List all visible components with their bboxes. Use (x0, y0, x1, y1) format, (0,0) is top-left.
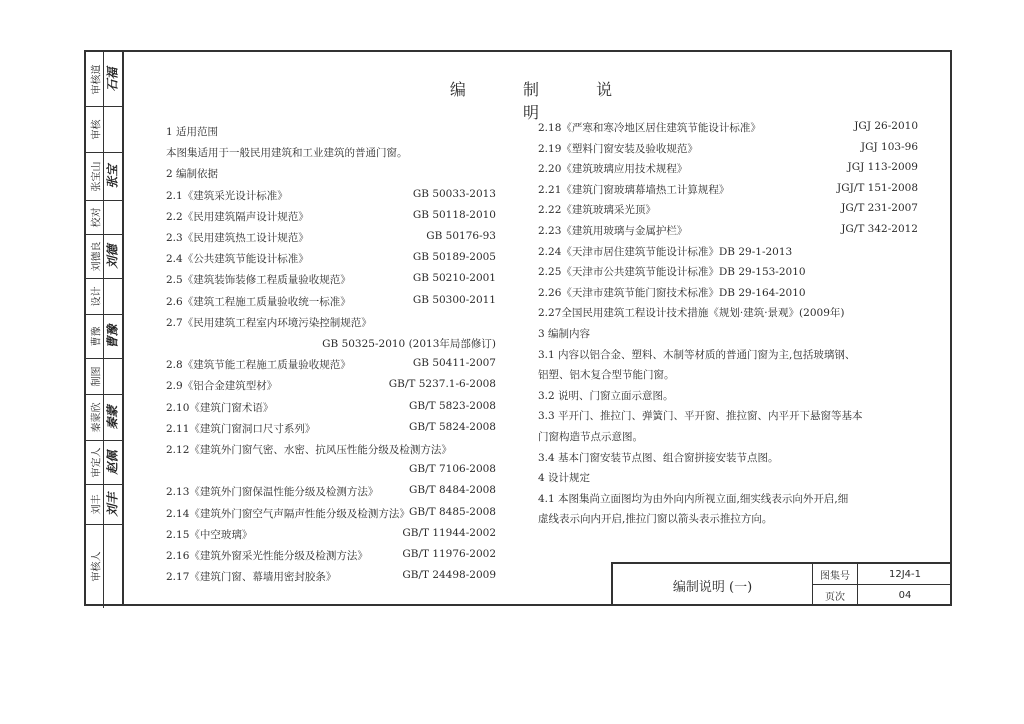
line-text: 2.1《建筑采光设计标准》 (166, 189, 288, 202)
line-text: 3.4 基本门窗安装节点图、组合窗拼接安装节点图。 (538, 451, 779, 464)
line-text: 3.3 平开门、推拉门、弹簧门、平开窗、推拉窗、内平开下悬窗等基本 (538, 410, 863, 423)
line-text: 虚线表示向内开启,推拉门窗以箭头表示推拉方向。 (538, 513, 773, 526)
line-text: 本图集适用于一般民用建筑和工业建筑的普通门窗。 (166, 147, 408, 160)
sidebar-label: 秦蒙欣 (91, 402, 103, 433)
text-line (166, 463, 496, 484)
text-line (538, 264, 918, 285)
sidebar-cell (86, 525, 122, 608)
line-text: 2.5《建筑装饰装修工程质量验收规范》 (166, 274, 351, 287)
standard-number: GB/T 5824-2008 (409, 420, 496, 433)
standard-number: GB/T 11944-2002 (402, 526, 496, 539)
standard-number: GB 50325-2010 (2013年局部修订) (322, 338, 496, 350)
text-line (538, 367, 918, 388)
sidebar-cell (86, 279, 122, 315)
title-block (611, 562, 952, 606)
line-text: 2.24《天津市居住建筑节能设计标准》DB 29-1-2013 (538, 245, 793, 258)
line-text: 2.22《建筑玻璃采光顶》 (538, 204, 656, 217)
text-line (538, 244, 918, 265)
standard-number: JGJ 113-2009 (847, 161, 918, 174)
standard-number: GB/T 11976-2002 (402, 548, 496, 560)
text-line (538, 223, 918, 244)
line-text: 2.17《建筑门窗、幕墙用密封胶条》 (166, 571, 337, 584)
line-text: 2.12《建筑外门窗气密、水密、抗风压性能分级及检测方法》 (166, 444, 452, 456)
standard-number: GB/T 5237.1-6-2008 (388, 378, 496, 391)
sidebar-signature: 赵佩 (105, 450, 120, 475)
line-text: 4.1 本图集尚立面图均为由外向内所视立面,细实线表示向外开启,细 (538, 492, 849, 505)
line-text: 2.10《建筑门窗术语》 (166, 401, 274, 414)
standard-number: GB/T 24498-2009 (402, 569, 496, 582)
standard-number: GB 50210-2001 (412, 272, 496, 285)
text-line (166, 230, 496, 251)
sidebar-label: 刘丰 (91, 494, 103, 515)
text-line (538, 491, 918, 512)
text-line (538, 141, 918, 162)
sidebar-signature: 石福 (105, 66, 120, 92)
text-line (538, 450, 918, 471)
line-text: 铝塑、铝木复合型节能门窗。 (538, 369, 675, 382)
text-line (166, 251, 496, 272)
line-text: 2.18《严寒和寒冷地区居住建筑节能设计标准》 (538, 122, 761, 134)
text-line (166, 272, 496, 293)
text-line (538, 347, 918, 368)
line-text: 2.14《建筑外门窗空气声隔声性能分级及检测方法》 (166, 507, 410, 520)
line-text: 4 设计规定 (538, 472, 591, 485)
text-line (538, 161, 918, 182)
line-text: 2.9《铝合金建筑型材》 (166, 380, 278, 393)
text-line (166, 188, 496, 209)
standard-number: JGJ 103-96 (860, 140, 918, 153)
text-line (538, 120, 918, 141)
line-text: 2.2《民用建筑隔声设计规范》 (166, 210, 309, 223)
text-line (166, 569, 496, 590)
sidebar-label: 制图 (91, 366, 103, 387)
line-text: 2.13《建筑外门窗保温性能分级及检测方法》 (166, 486, 379, 499)
sidebar-signature: 刘丰 (105, 492, 120, 517)
line-text: 1 适用范围 (166, 126, 219, 138)
text-line (538, 388, 918, 409)
atlas-number-value: 12J4-1 (858, 564, 952, 585)
text-line (166, 315, 496, 336)
line-text: 2.7《民用建筑工程室内环境污染控制规范》 (166, 316, 372, 329)
text-line (166, 484, 496, 505)
line-text: 2.26《天津市建筑节能门窗技术标准》DB 29-164-2010 (538, 286, 806, 299)
text-line (166, 336, 496, 357)
drawing-sheet (84, 50, 952, 606)
line-text: 2.3《民用建筑热工设计规范》 (166, 232, 309, 244)
standard-number: JGJ 26-2010 (854, 120, 918, 132)
standard-number: GB/T 8484-2008 (409, 484, 496, 497)
line-text: 2.11《建筑门窗洞口尺寸系列》 (166, 422, 316, 435)
text-line (166, 506, 496, 527)
text-line (166, 145, 496, 166)
text-line (166, 400, 496, 421)
sidebar-cell (86, 315, 122, 359)
text-line (166, 527, 496, 548)
sidebar-cell (86, 359, 122, 395)
text-line (166, 442, 496, 463)
line-text: 2.25《天津市公共建筑节能设计标准》DB 29-153-2010 (538, 266, 806, 279)
page-number-value: 04 (898, 590, 912, 601)
line-text: 2.19《塑料门窗安装及验收规范》 (538, 142, 698, 155)
line-text: 3.2 说明、门窗立面示意图。 (538, 389, 674, 402)
sidebar-cell (86, 395, 122, 441)
sidebar-signature: 秦蒙 (105, 405, 120, 430)
text-line (538, 305, 918, 326)
line-text: 2.4《公共建筑节能设计标准》 (166, 253, 309, 266)
sidebar-cell (86, 201, 122, 235)
sidebar-label: 刘德良 (91, 241, 103, 272)
line-text: 2.20《建筑玻璃应用技术规程》 (538, 163, 688, 176)
sidebar-label: 审核人 (91, 551, 103, 582)
line-text: 2.16《建筑外窗采光性能分级及检测方法》 (166, 550, 368, 562)
text-line (538, 429, 918, 450)
standard-number: GB 50033-2013 (412, 187, 496, 200)
standard-number: GB 50189-2005 (412, 251, 496, 264)
page-number-label: 页次 (813, 585, 858, 606)
text-line (166, 548, 496, 569)
sidebar-cell (86, 235, 122, 279)
standard-number: GB/T 5823-2008 (409, 399, 496, 412)
text-line (166, 421, 496, 442)
line-text: 3 编制内容 (538, 328, 591, 340)
sidebar-signature: 曹豫 (105, 324, 120, 349)
sidebar-cell (86, 52, 122, 107)
text-line (166, 294, 496, 315)
standard-number: JG/T 342-2012 (841, 223, 918, 235)
text-line (538, 511, 918, 532)
text-line (538, 470, 918, 491)
text-line (166, 124, 496, 145)
text-line (538, 408, 918, 429)
line-text: 门窗构造节点示意图。 (538, 431, 643, 443)
standard-number: GB 50411-2007 (412, 357, 496, 370)
text-line (166, 357, 496, 378)
line-text: 2.15《中空玻璃》 (166, 528, 253, 541)
standard-number: GB/T 8485-2008 (409, 505, 496, 518)
text-line (166, 378, 496, 399)
title-block-name: 编制说明 (一) (613, 564, 813, 606)
line-text: 2.6《建筑工程施工质量验收统一标准》 (166, 295, 351, 308)
standard-number: GB 50300-2011 (412, 293, 496, 306)
sidebar-label: 曹豫 (91, 326, 103, 347)
line-text: 2.21《建筑门窗玻璃幕墙热工计算规程》 (538, 183, 730, 196)
sidebar-label: 审定人 (91, 447, 103, 478)
standard-number: GB 50176-93 (426, 230, 496, 242)
standard-number: JG/T 231-2007 (841, 202, 918, 215)
standard-number: GB 50118-2010 (412, 208, 496, 221)
atlas-number-label: 图集号 (813, 564, 858, 585)
signature-sidebar (86, 52, 124, 604)
text-line (538, 285, 918, 306)
page-title: 编 制 说 明 (449, 80, 639, 122)
sidebar-label: 审核道 (91, 64, 103, 94)
line-text: 2 编制依据 (166, 168, 219, 181)
sidebar-label: 审核 (91, 119, 103, 140)
text-line (166, 209, 496, 230)
line-text: 2.27全国民用建筑工程设计技术措施《规划·建筑·景观》(2009年) (538, 307, 845, 320)
sidebar-cell (86, 153, 122, 201)
line-text: 3.1 内容以铝合金、塑料、木制等材质的普通门窗为主,包括玻璃钢、 (538, 348, 856, 361)
sidebar-label: 设计 (91, 286, 103, 307)
line-text: 2.8《建筑节能工程施工质量验收规范》 (166, 359, 351, 372)
sidebar-signature: 张宝 (105, 164, 120, 189)
sidebar-label: 校对 (91, 207, 103, 228)
sidebar-cell (86, 485, 122, 525)
text-line (538, 202, 918, 223)
sidebar-signature: 刘德 (105, 244, 120, 269)
text-line (166, 166, 496, 187)
sidebar-cell (86, 441, 122, 485)
sidebar-cell (86, 107, 122, 153)
text-line (538, 326, 918, 347)
line-text: 2.23《建筑用玻璃与金属护栏》 (538, 225, 688, 237)
sidebar-label: 张宝山 (91, 161, 103, 192)
text-line (538, 182, 918, 203)
standard-number: JGJ/T 151-2008 (837, 181, 918, 194)
standard-number: GB/T 7106-2008 (409, 463, 496, 476)
